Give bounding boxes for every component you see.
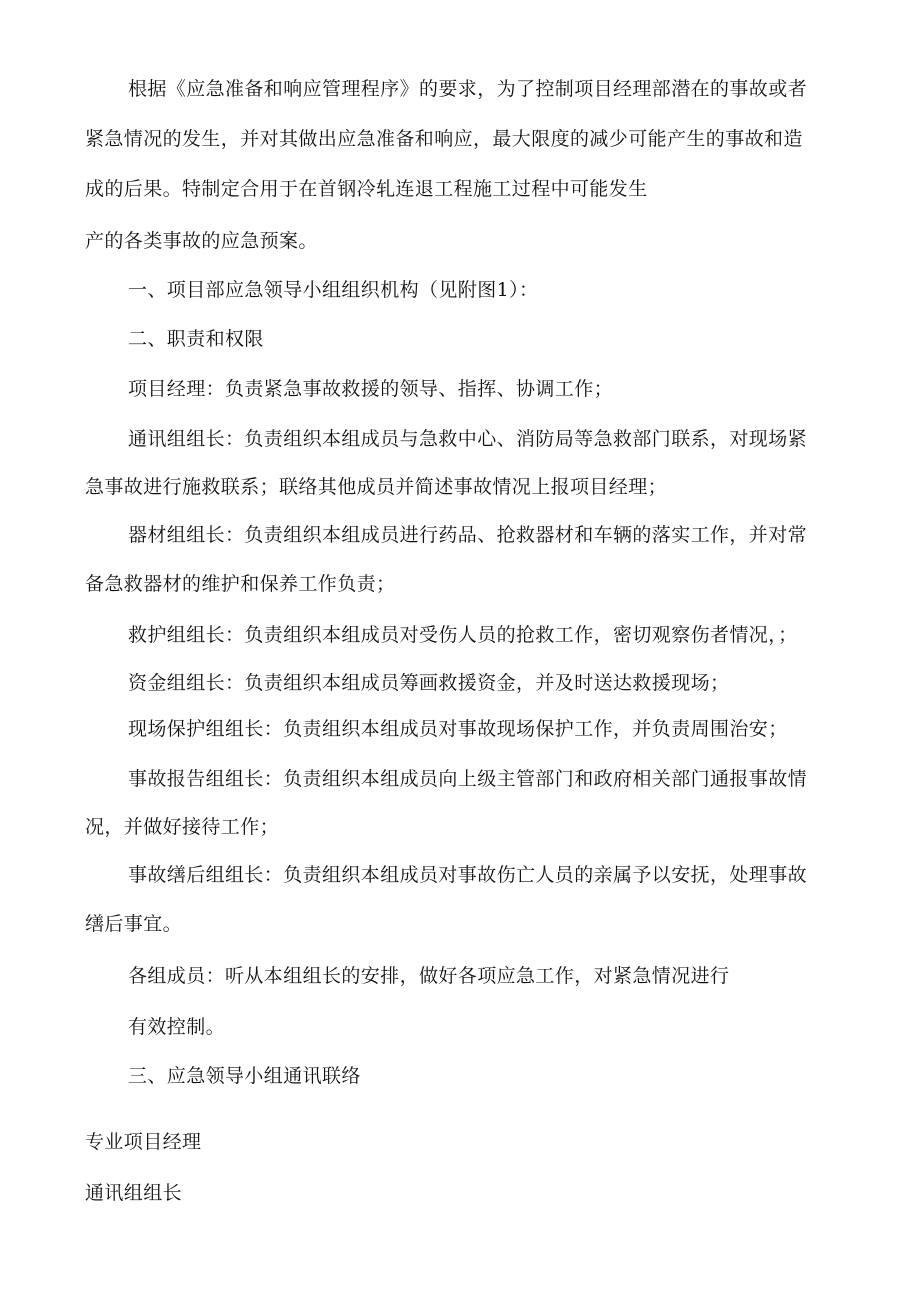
role-funds-leader: 资金组组长：负责组织本组成员筹画救援资金，并及时送达救援现场； bbox=[128, 672, 730, 694]
role-site-protection-leader: 现场保护组组长：负责组织本组成员对事故现场保护工作，并负责周围治安； bbox=[128, 718, 788, 740]
role-equipment-leader-line-2: 备急救器材的维护和保养工作负责； bbox=[85, 573, 396, 595]
role-equipment-leader-line-1: 器材组组长：负责组织本组成员进行药品、抢救器材和车辆的落实工作，并对常 bbox=[128, 524, 808, 546]
role-aftermath-leader-line-1: 事故缮后组组长：负责组织本组成员对事故伤亡人员的亲属予以安抚，处理事故 bbox=[128, 864, 808, 886]
role-accident-report-leader-line-1: 事故报告组组长：负责组织本组成员向上级主管部门和政府相关部门通报事故情 bbox=[128, 768, 808, 790]
paragraph-intro-line-4: 产的各类事故的应急预案。 bbox=[85, 230, 318, 252]
section-heading-1: 一、项目部应急领导小组组织机构（见附图1）： bbox=[128, 279, 539, 301]
contact-label-communication-leader: 通讯组组长 bbox=[85, 1182, 183, 1204]
section-heading-3: 三、应急领导小组通讯联络 bbox=[128, 1065, 361, 1087]
role-members-line-2: 有效控制。 bbox=[128, 1016, 226, 1038]
paragraph-intro-line-1: 根据《应急准备和响应管理程序》的要求，为了控制项目经理部潜在的事故或者 bbox=[128, 78, 808, 100]
section-heading-2: 二、职责和权限 bbox=[128, 328, 264, 350]
role-members-line-1: 各组成员：听从本组组长的安排，做好各项应急工作，对紧急情况进行 bbox=[128, 965, 730, 987]
contact-label-project-manager: 专业项目经理 bbox=[85, 1131, 202, 1153]
role-communication-leader-line-1: 通讯组组长：负责组织本组成员与急救中心、消防局等急救部门联系，对现场紧 bbox=[128, 428, 808, 450]
paragraph-intro-line-2: 紧急情况的发生，并对其做出应急准备和响应，最大限度的减少可能产生的事故和造 bbox=[85, 128, 803, 150]
role-rescue-leader: 救护组组长：负责组织本组成员对受伤人员的抢救工作，密切观察伤者情况，； bbox=[128, 624, 798, 646]
role-project-manager: 项目经理：负责紧急事故救援的领导、指挥、协调工作； bbox=[128, 378, 614, 400]
paragraph-intro-line-3: 成的后果。特制定合用于在首钢冷轧连退工程施工过程中可能发生 bbox=[85, 178, 648, 200]
role-accident-report-leader-line-2: 况，并做好接待工作； bbox=[85, 816, 280, 838]
role-aftermath-leader-line-2: 缮后事宜。 bbox=[85, 913, 183, 935]
role-communication-leader-line-2: 急事故进行施救联系；联络其他成员并简述事故情况上报项目经理； bbox=[85, 476, 668, 498]
